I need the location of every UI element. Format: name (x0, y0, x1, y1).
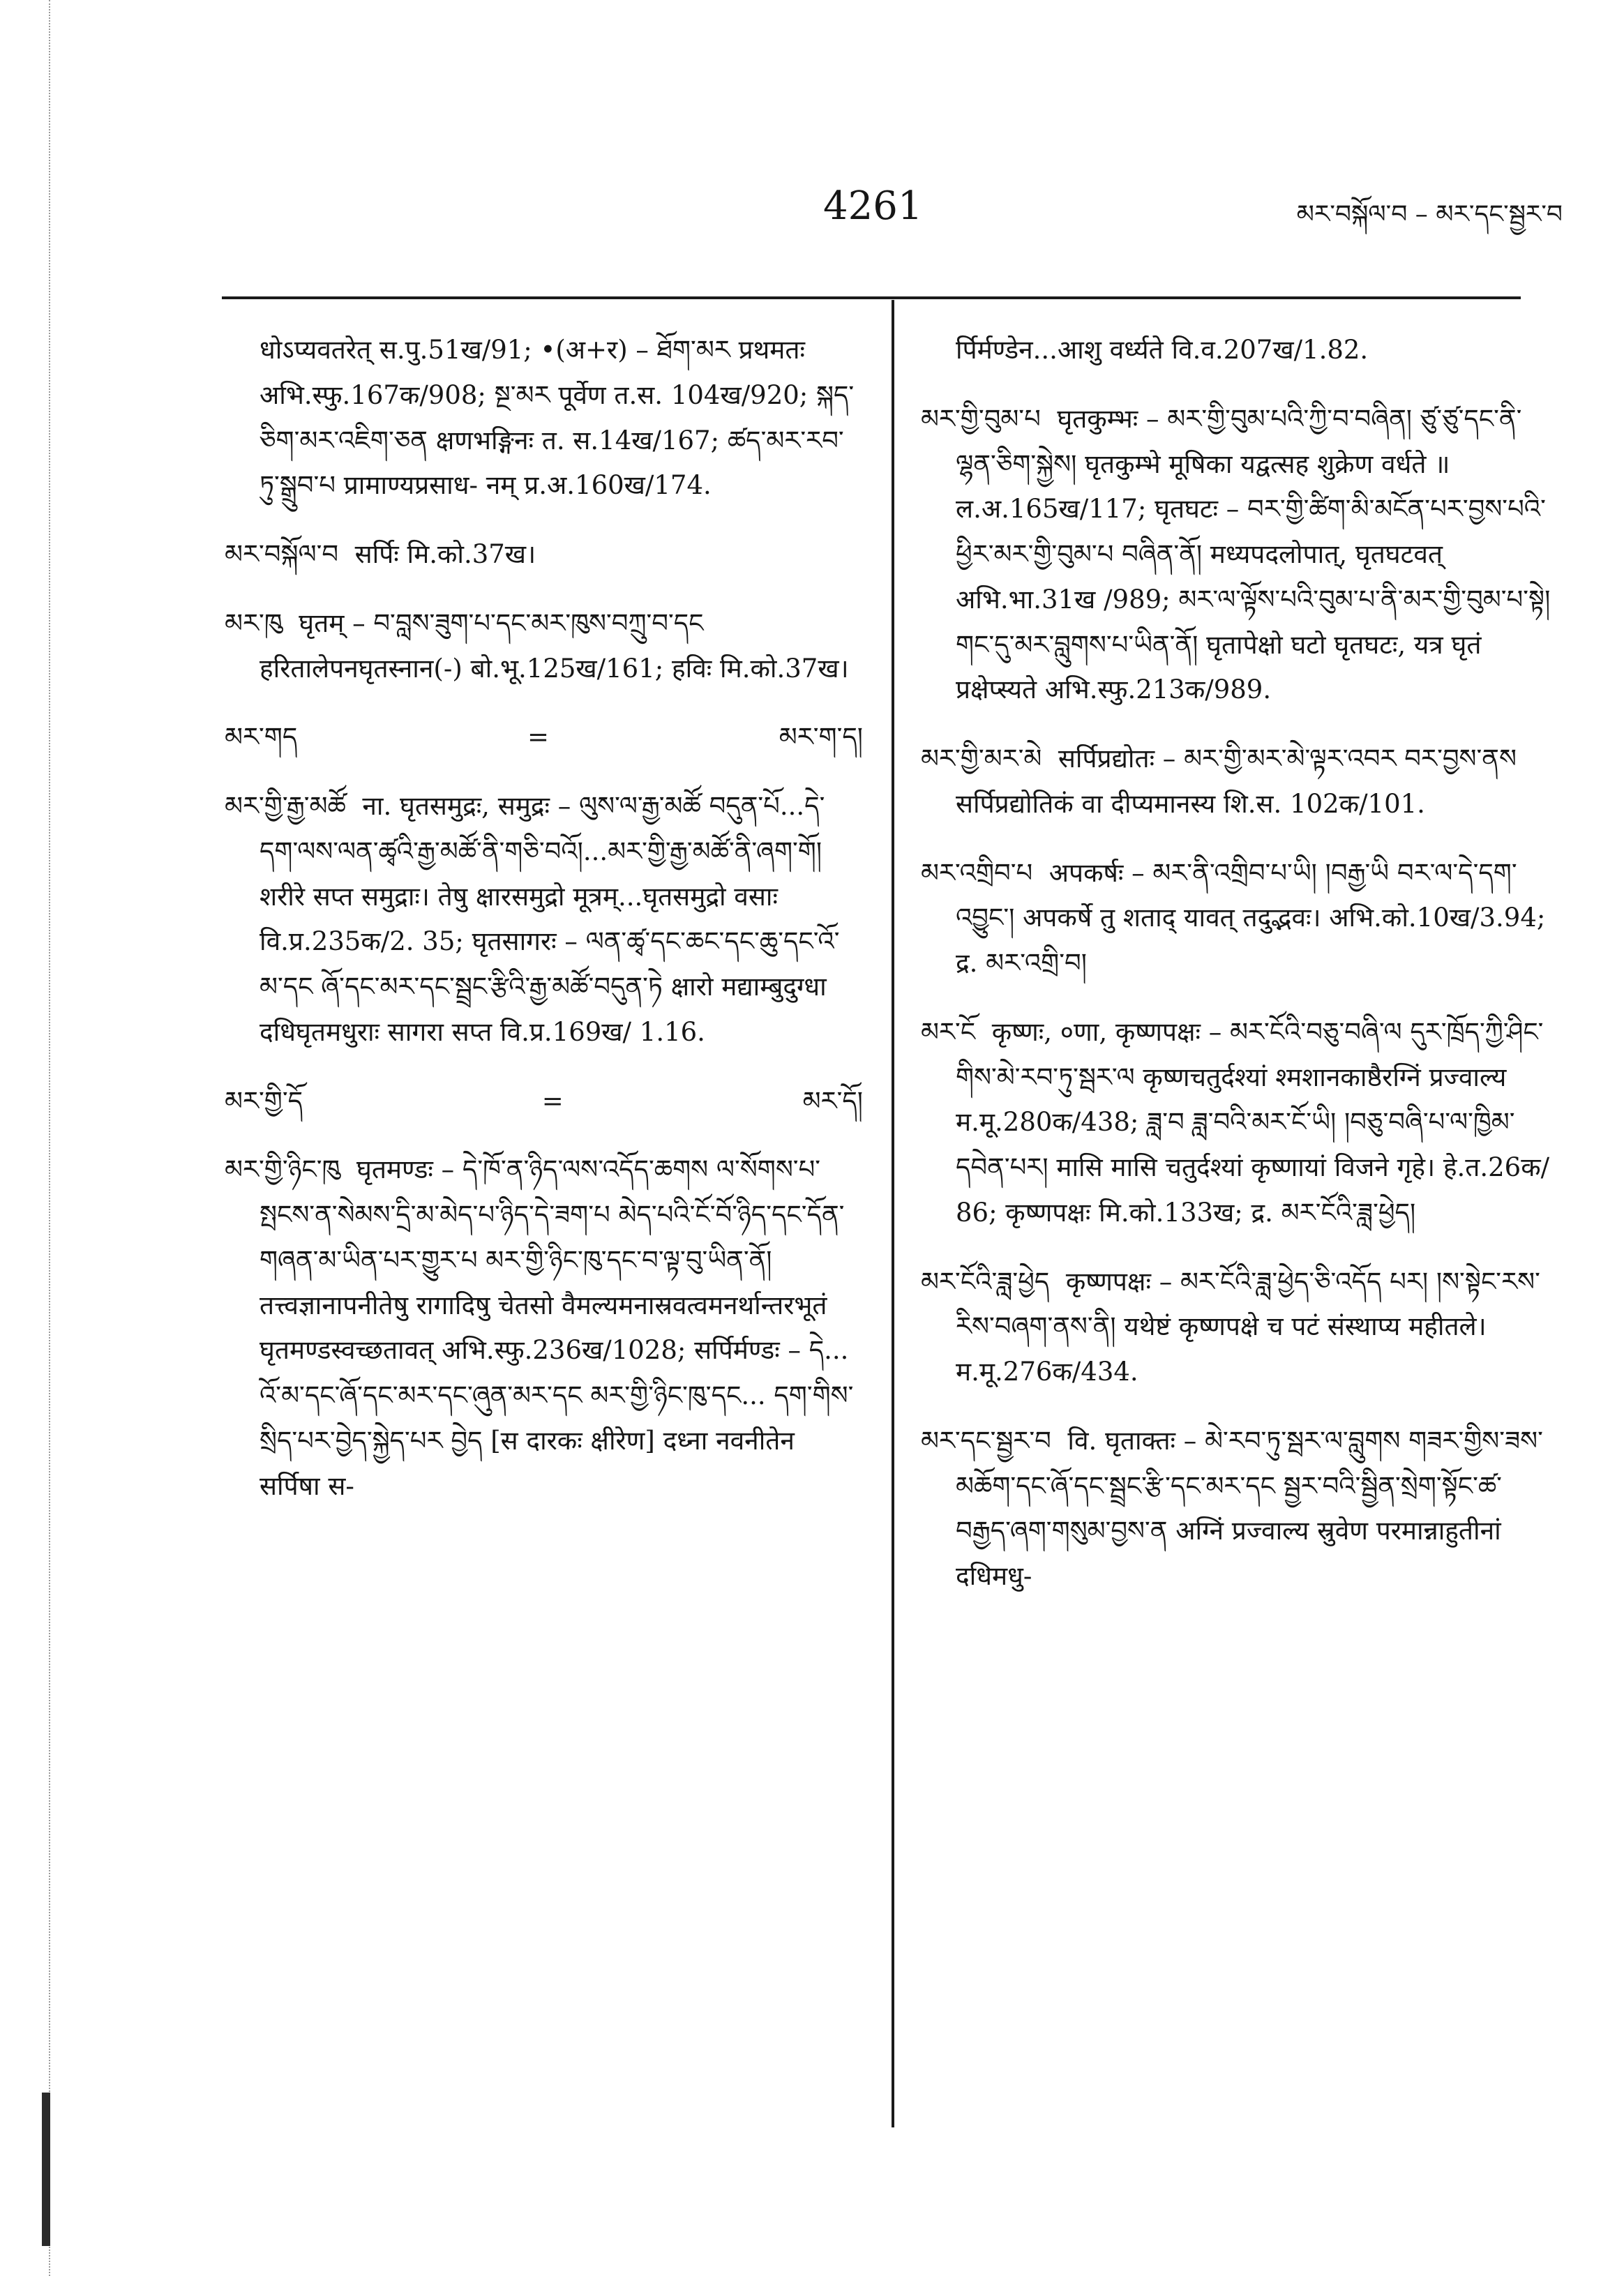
entry-text: सर्पिः मि.को.37ख। (354, 539, 536, 569)
entry-text: सर्पिप्रद्योतः – མར་གྱི་མར་མེ་ལྟར་འབར བར་བྱས་ནས सर्पिप्रद्योतिकं वा दीप्यमानस्य शि.स. 102क/101. (956, 744, 1517, 819)
entry-headword: མར་གྱི་མར་མེ (921, 744, 1042, 774)
entry-headword: མར་ངོ (921, 1016, 976, 1047)
entry-text: र्पिर्मण्डेन...आशु वर्ध्यते वि.व.207ख/1.82. (956, 335, 1369, 365)
dictionary-entry (921, 328, 1552, 373)
entry-headword: མར་ཁུ (225, 608, 283, 638)
equals-sign: = (541, 1085, 564, 1116)
scan-margin (0, 0, 98, 2276)
dictionary-entry (921, 1260, 1552, 1395)
entry-headword: མར་གྱི་བུམ་པ (921, 403, 1041, 434)
left-column (225, 328, 863, 1532)
header-rule (222, 296, 1521, 299)
cross-reference-headword: མར་གད (225, 722, 298, 753)
cross-reference-headword: མར་གྱི་དོ (225, 1085, 303, 1116)
entry-text: वि. घृताक्तः – མེ་རབ་ཏུ་སྦར་ལ་བླུགས གཟར་གྱིས་ཟས་མཆོག་དང་ཞོ་དང་སྦྲང་རྩི་དང་མར་དང སྦྱར་བའི་སྦྱིན་སྲེག་སྟོང་ཚ་བརྒྱད་ཞག་གསུམ་བྱས་ན अग्निं प्रज्वाल्य स्रुवेण परमान्नाहुतीनां दधिमधु- (956, 1425, 1543, 1591)
cross-reference-target: མར་དོ། (802, 1085, 863, 1116)
dictionary-entry (921, 1010, 1552, 1236)
page-number: 4261 (823, 183, 923, 229)
entry-headword: མར་བསྐོལ་བ (225, 539, 339, 569)
dictionary-entry (225, 601, 863, 692)
entry-headword: མར་དང་སྦྱར་བ (921, 1425, 1051, 1456)
entry-text: ना. घृतसमुद्रः, समुद्रः – ལུས་ལ་རྒྱ་མཚོ བདུན་པོ...དེ་དག་ལས་ལན་ཚྭའི་རྒྱ་མཚོ་ནི་གཅི་བའོ།...མར་གྱི་རྒྱ་མཚོ་ནི་ཞག་གོ། शरीरे सप्त समुद्राः। तेषु क्षारसमुद्रो मूत्रम्...घृतसमुद्रो वसाः वि.प्र.235क/2. 35; घृतसागरः – ལན་ཚྭ་དང་ཆང་དང་ཆུ་དང་འོ་མ་དང ཞོ་དང་མར་དང་སྦྲང་རྩིའི་རྒྱ་མཚོ་བདུན་ཏེ क्षारो मद्याम्बुदुग्धा दधिघृतमधुराः सागरा सप्त वि.प्र.169ख/ 1.16. (260, 791, 840, 1047)
scan-edge-dots (49, 0, 50, 2276)
entry-headword: མར་ངོའི་ཟླ་ཕྱེད (921, 1266, 1050, 1297)
entry-text: कृष्णपक्षः – མར་ངོའི་ཟླ་ཕྱེད་ཅི་འདོད པར། །ས་སྟེང་རས་རིས་བཞག་ནས་ནི། यथेष्टं कृष्णपक्षे च पटं संस्थाप्य महीतले। म.मू.276क/434. (956, 1266, 1540, 1387)
dictionary-entry (225, 532, 863, 578)
dictionary-entry (225, 328, 863, 508)
equals-sign: = (527, 722, 550, 753)
cross-reference (225, 1079, 863, 1124)
entry-headword: མར་འགྲིབ་པ (921, 857, 1033, 888)
right-column (921, 328, 1552, 1623)
scan-edge-mark (42, 2093, 50, 2246)
cross-reference (225, 715, 863, 760)
dictionary-entry (225, 784, 863, 1055)
entry-headword: མར་གྱི་རྒྱ་མཚོ (225, 791, 346, 821)
entry-text: घृतमण्डः – དེ་ཁོ་ན་ཉིད་ལས་འདོད་ཆགས ལ་སོགས་པ་སྤངས་ན་སེམས་དྲི་མ་མེད་པ་ཉིད་དེ་ཟག་པ མེད་པའི་ངོ་བོ་ཉིད་དང་དོན་གཞན་མ་ཡིན་པར་གྱུར་པ མར་གྱི་ཉིང་ཁུ་དང་བ་ལྟ་བུ་ཡིན་ནོ། तत्त्वज्ञानापनीतेषु रागादिषु चेतसो वैमल्यमनास्रवत्वमनर्थान्तरभूतं घृतमण्डस्वच्छतावत् अभि.स्फु.236ख/1028; सर्पिर्मण्डः – དེ... འོ་མ་དང་ཞོ་དང་མར་དང་ཞུན་མར་དང མར་གྱི་ཉིང་ཁུ་དང... དག་གིས་སྲིད་པར་བྱེད་སྐྱེད་པར བྱེད [स दारकः क्षीरेण] दध्ना नवनीतेन सर्पिषा स- (260, 1154, 854, 1501)
dictionary-entry (921, 737, 1552, 827)
entry-text: घृतकुम्भः – མར་གྱི་བུམ་པའི་ཀྱི་བ་བཞིན། ཙུ་ཙུ་དང་ནི་ལྷན་ཅིག་སྐྱེས། घृतकुम्भे मूषिका यद्वत्सह शुक्रेण वर्धते ॥ ल.अ.165ख/117; घृतघटः – བར་གྱི་ཚིག་མི་མངོན་པར་བྱས་པའི་ཕྱིར་མར་གྱི་བུམ་པ བཞིན་ནོ། मध्यपदलोपात्, घृतघटवत् अभि.भा.31ख /989; མར་ལ་ལྟོས་པའི་བུམ་པ་ནི་མར་གྱི་བུམ་པ་སྟེ། གང་དུ་མར་བླུགས་པ་ཡིན་ནོ། घृतापेक्षो घटो घृतघटः, यत्र घृतं प्रक्षेप्स्यते अभि.स्फु.213क/989. (956, 403, 1551, 705)
entry-text: कृष्णः, ०णा, कृष्णपक्षः – མར་ངོའི་བཅུ་བཞི་ལ དུར་ཁྲོད་ཀྱི་ཤིང་གིས་མེ་རབ་ཏུ་སྦར་ལ कृष्णचतुर्दश्यां श्मशानकाष्ठैरग्निं प्रज्वाल्य म.मू.280क/438; ཟླ་བ ཟླ་བའི་མར་ངོ་ཡི། །བཅུ་བཞི་པ་ལ་ཁྱིམ་དབེན་པར། मासि मासि चतुर्दश्यां कृष्णायां विजने गृहे। हे.त.26क/ 86; कृष्णपक्षः मि.को.133ख; द्र. མར་ངོའི་ཟླ་ཕྱེད། (956, 1016, 1550, 1228)
column-divider (892, 300, 894, 2127)
entry-text: धोऽप्यवतरेत् स.पु.51ख/91; •(अ+र) – ཐོག་མར प्रथमतः अभि.स्फु.167क/908; སྔ་མར पूर्वेण त.स. 104ख/920; སྐད་ཅིག་མར་འཇིག་ཅན क्षणभङ्गिनः त. स.14ख/167; ཚད་མར་རབ་ཏུ་སྒྲུབ་པ प्रामाण्यप्रसाध- नम् प्र.अ.160ख/174. (260, 335, 855, 501)
cross-reference-target: མར་ག་ད། (779, 722, 863, 753)
entry-headword: མར་གྱི་ཉིང་ཁུ (225, 1154, 340, 1185)
running-head: མར་བསྐོལ་བ – མར་དང་སྦྱར་བ (1296, 200, 1563, 229)
entry-text: घृतम् – བ་བླས་ཟུག་པ་དང་མར་ཁུས་བཀྲུ་བ་དང हरितालेपनघृतस्नान(-) बो.भू.125ख/161; हविः मि.को.37ख। (260, 608, 849, 684)
dictionary-entry (921, 851, 1552, 986)
entry-text: अपकर्षः – མར་ནི་འགྲིབ་པ་ཡི། །བརྒྱ་ཡི བར་ལ་དེ་དག་འབྱུང་། अपकर्षे तु शताद् यावत् तदुद्भवः। अभि.को.10ख/3.94; द्र. མར་འགྲི་བ། (956, 857, 1546, 978)
dictionary-entry (921, 397, 1552, 713)
dictionary-entry (921, 1419, 1552, 1599)
dictionary-entry (225, 1147, 863, 1509)
